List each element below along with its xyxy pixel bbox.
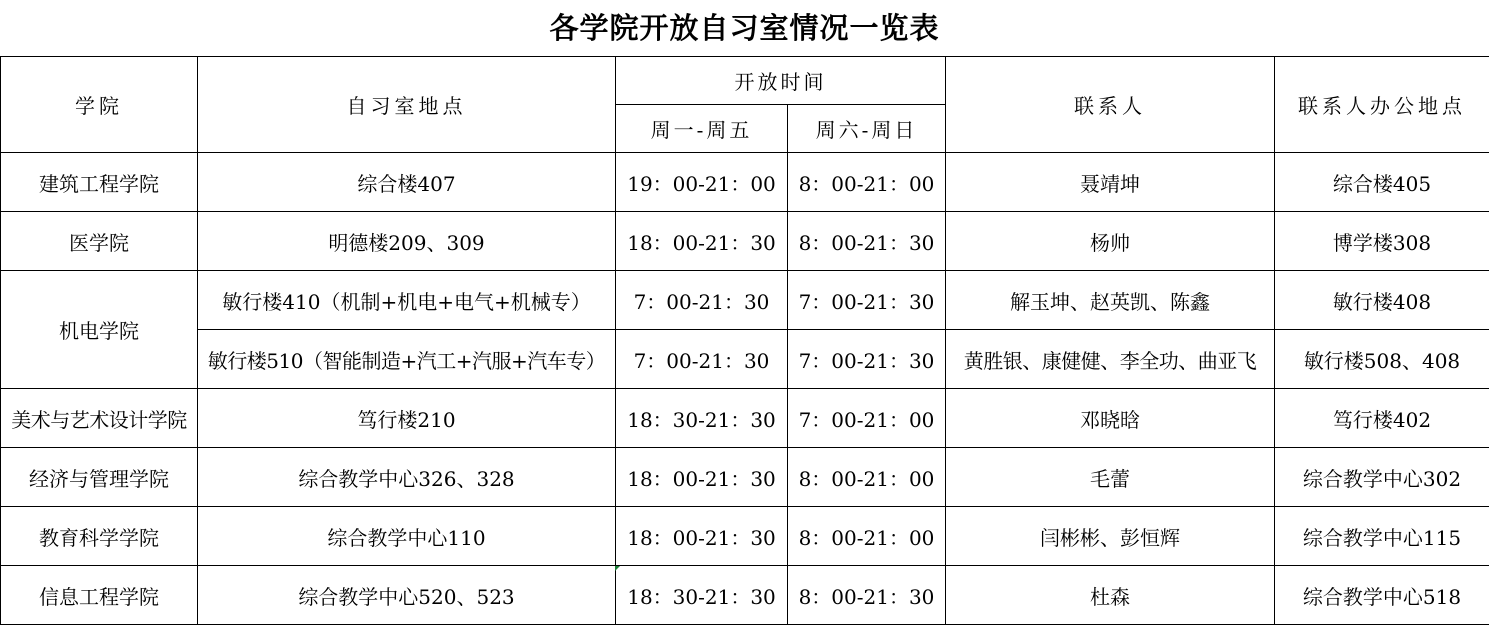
- table-row: [1, 507, 1489, 566]
- weekday-time-cell: 19：00-21：00: [616, 153, 788, 212]
- contact-cell: 解玉坤、赵英凯、陈鑫: [946, 271, 1275, 330]
- college-cell: 机电学院: [1, 271, 198, 389]
- college-cell: 信息工程学院: [1, 566, 198, 625]
- contact-cell: 聂靖坤: [946, 153, 1275, 212]
- header-weekend: 周六-周日: [788, 105, 946, 153]
- contact-cell: 杨帅: [946, 212, 1275, 271]
- weekend-time-cell: 8：00-21：00: [788, 153, 946, 212]
- table-row: [1, 271, 1489, 330]
- table-row: [1, 448, 1489, 507]
- weekend-time-cell: 7：00-21：30: [788, 271, 946, 330]
- location-cell: 综合教学中心110: [198, 507, 616, 566]
- office-cell: 综合教学中心518: [1275, 566, 1489, 625]
- weekend-time-cell: 7：00-21：00: [788, 389, 946, 448]
- contact-cell: 毛蕾: [946, 448, 1275, 507]
- college-cell: 经济与管理学院: [1, 448, 198, 507]
- table-row: [1, 212, 1489, 271]
- office-cell: 综合楼405: [1275, 153, 1489, 212]
- weekday-time-cell: 18：00-21：30: [616, 212, 788, 271]
- header-open-time: 开放时间: [616, 57, 946, 105]
- location-cell: 敏行楼410（机制+机电+电气+机械专）: [198, 271, 616, 330]
- weekday-time-cell: 18：00-21：30: [616, 448, 788, 507]
- table-row: [1, 389, 1489, 448]
- table-row: [1, 330, 1489, 389]
- weekend-time-cell: 8：00-21：00: [788, 448, 946, 507]
- location-cell: 明德楼209、309: [198, 212, 616, 271]
- header-row: [1, 57, 1489, 105]
- header-weekday: 周一-周五: [616, 105, 788, 153]
- weekend-time-cell: 8：00-21：30: [788, 212, 946, 271]
- office-cell: 综合教学中心115: [1275, 507, 1489, 566]
- weekend-time-cell: 8：00-21：30: [788, 566, 946, 625]
- weekend-time-cell: 8：00-21：00: [788, 507, 946, 566]
- header-location: 自习室地点: [198, 57, 616, 153]
- table-row: [1, 566, 1489, 625]
- table-row: [1, 153, 1489, 212]
- college-cell: 教育科学学院: [1, 507, 198, 566]
- weekday-time-cell: 7：00-21：30: [616, 271, 788, 330]
- college-cell: 医学院: [1, 212, 198, 271]
- contact-cell: 黄胜银、康健健、李全功、曲亚飞: [946, 330, 1275, 389]
- office-cell: 博学楼308: [1275, 212, 1489, 271]
- college-cell: 建筑工程学院: [1, 153, 198, 212]
- office-cell: 笃行楼402: [1275, 389, 1489, 448]
- weekday-time-cell: 18：00-21：30: [616, 507, 788, 566]
- self-study-room-table: [0, 56, 1489, 625]
- cell-comment-marker: [615, 566, 620, 571]
- header-office: 联系人办公地点: [1275, 57, 1489, 153]
- location-cell: 综合教学中心326、328: [198, 448, 616, 507]
- location-cell: 笃行楼210: [198, 389, 616, 448]
- location-cell: 综合楼407: [198, 153, 616, 212]
- page-title: 各学院开放自习室情况一览表: [549, 11, 940, 45]
- college-cell: 美术与艺术设计学院: [1, 389, 198, 448]
- header-contact: 联系人: [946, 57, 1275, 153]
- office-cell: 敏行楼408: [1275, 271, 1489, 330]
- contact-cell: 邓晓晗: [946, 389, 1275, 448]
- weekday-time-cell: 7：00-21：30: [616, 330, 788, 389]
- weekday-time-cell: 18：30-21：30: [616, 566, 788, 625]
- weekday-time-cell: 18：30-21：30: [616, 389, 788, 448]
- office-cell: 综合教学中心302: [1275, 448, 1489, 507]
- contact-cell: 杜森: [946, 566, 1275, 625]
- header-college: 学院: [1, 57, 198, 153]
- office-cell: 敏行楼508、408: [1275, 330, 1489, 389]
- location-cell: 敏行楼510（智能制造+汽工+汽服+汽车专）: [198, 330, 616, 389]
- weekend-time-cell: 7：00-21：30: [788, 330, 946, 389]
- contact-cell: 闫彬彬、彭恒辉: [946, 507, 1275, 566]
- location-cell: 综合教学中心520、523: [198, 566, 616, 625]
